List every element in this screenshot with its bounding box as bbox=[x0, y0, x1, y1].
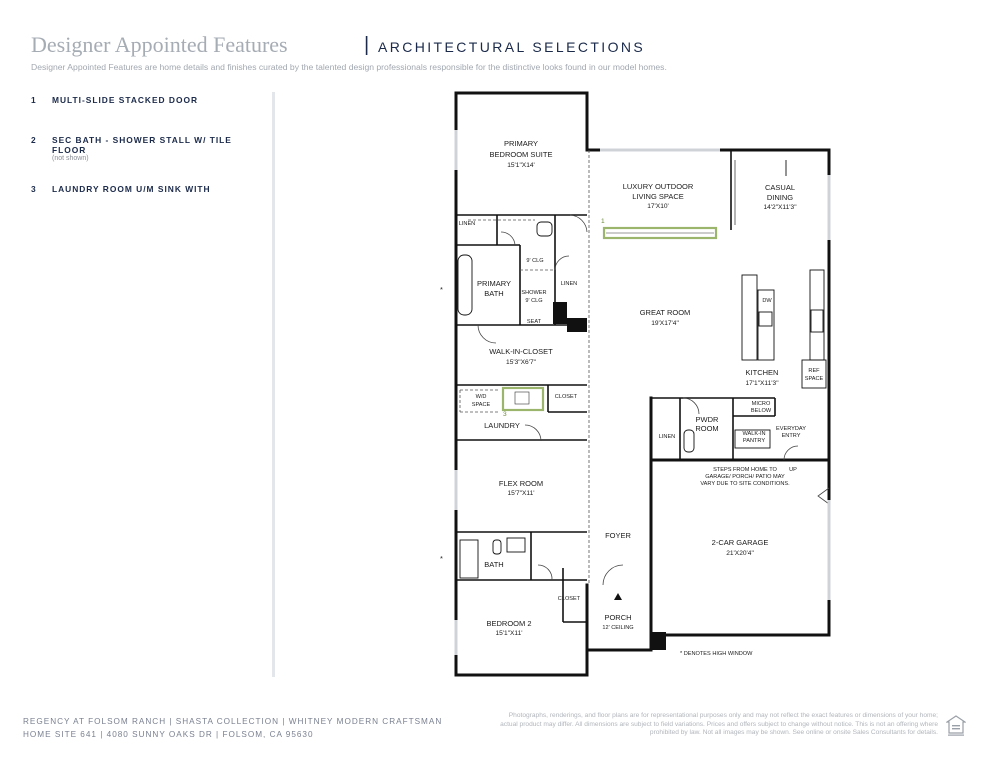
label-ref: REF bbox=[808, 368, 820, 374]
page-subtitle: ARCHITECTURAL SELECTIONS bbox=[378, 39, 646, 55]
label-ref-2: SPACE bbox=[804, 376, 824, 382]
label-pantry-2: PANTRY bbox=[742, 438, 766, 444]
room-dims-outdoor: 17'X10' bbox=[647, 203, 669, 210]
label-closet-2: CLOSET bbox=[557, 596, 581, 602]
label-up: UP bbox=[789, 467, 797, 473]
feature-item-1 bbox=[31, 95, 252, 105]
label-wd-2: SPACE bbox=[471, 402, 491, 408]
label-pantry: WALK-IN bbox=[742, 431, 766, 437]
divider bbox=[272, 92, 275, 677]
room-sub-porch: 12' CEILING bbox=[602, 625, 634, 631]
label-linen-2: LINEN bbox=[560, 281, 578, 287]
room-label-laundry: LAUNDRY bbox=[484, 421, 520, 430]
feature-number: 3 bbox=[31, 184, 37, 194]
room-label-primary-suite: PRIMARY bbox=[503, 139, 539, 148]
high-window-marker-2: * bbox=[440, 554, 443, 563]
label-9clg-2: 9' CLG bbox=[525, 298, 543, 304]
room-label-primary-bath-2: BATH bbox=[484, 289, 504, 298]
room-dims-garage: 21'X20'4" bbox=[726, 550, 754, 557]
steps-note-1: STEPS FROM HOME TO bbox=[713, 467, 777, 473]
label-micro-2: BELOW bbox=[750, 408, 772, 414]
label-linen-1: LINEN bbox=[458, 221, 476, 227]
label-wd: W/D bbox=[475, 394, 487, 400]
room-label-casual-dining: CASUAL bbox=[764, 183, 796, 192]
room-dims-great-room: 19'X17'4" bbox=[651, 320, 679, 327]
room-label-primary-suite-2: BEDROOM SUITE bbox=[489, 150, 553, 159]
label-micro: MICRO bbox=[751, 401, 771, 407]
room-label-garage: 2-CAR GARAGE bbox=[711, 538, 769, 547]
room-label-great-room: GREAT ROOM bbox=[639, 308, 691, 317]
entry-arrow-icon bbox=[614, 593, 622, 600]
feature-text: MULTI-SLIDE STACKED DOOR bbox=[52, 95, 199, 105]
footer-community: REGENCY AT FOLSOM RANCH | SHASTA COLLECTION | WHITNEY MODERN CRAFTSMAN bbox=[23, 717, 443, 726]
feature-item-3 bbox=[31, 184, 252, 194]
feature-number: 1 bbox=[31, 95, 37, 105]
room-dims-bedroom2: 15'1"X11' bbox=[495, 630, 523, 637]
room-label-pwdr-2: ROOM bbox=[695, 424, 719, 433]
floor-plan bbox=[440, 84, 840, 684]
label-entry: EVERYDAY bbox=[776, 426, 806, 432]
label-seat: SEAT bbox=[526, 319, 542, 325]
high-window-marker-1: * bbox=[440, 285, 443, 294]
room-dims-kitchen: 17'1"X11'3" bbox=[745, 380, 779, 387]
label-linen-3: LINEN bbox=[658, 434, 676, 440]
page-description: Designer Appointed Features are home details and finishes curated by the talented design professionals responsible for the distinctive looks found in our model homes. bbox=[31, 62, 667, 72]
feature-marker-1: 1 bbox=[601, 218, 605, 225]
feature-text: LAUNDRY ROOM U/M SINK WITH bbox=[52, 184, 211, 194]
room-label-pwdr: PWDR bbox=[695, 415, 719, 424]
room-dims-primary-suite: 15'1"X14' bbox=[507, 162, 535, 169]
room-label-porch: PORCH bbox=[604, 613, 632, 622]
room-dims-flex: 15'7"X11' bbox=[507, 490, 535, 497]
room-label-bath: BATH bbox=[484, 560, 504, 569]
room-label-flex: FLEX ROOM bbox=[498, 479, 544, 488]
label-entry-2: ENTRY bbox=[781, 433, 801, 439]
feature-marker-3: 3 bbox=[503, 411, 507, 418]
room-label-outdoor: LUXURY OUTDOOR bbox=[622, 182, 694, 191]
label-closet-1: CLOSET bbox=[554, 394, 578, 400]
feature-item-2 bbox=[31, 135, 252, 162]
equal-housing-icon bbox=[946, 715, 966, 737]
footer-legal: Photographs, renderings, and floor plans are for representational purposes only and may not reflect the exact features or dimensions of your home; actual product may differ. All dimensions are subject to field variations. Prices and offers subject to change without notice. This is not an offering where prohibited by law. Not all images may be shown. See online or onsite Sales Consultants for details. bbox=[500, 712, 938, 737]
room-label-casual-dining-2: DINING bbox=[766, 193, 794, 202]
room-dims-casual-dining: 14'2"X11'3" bbox=[763, 204, 797, 211]
feature-3-highlight bbox=[503, 388, 543, 410]
room-label-outdoor-2: LIVING SPACE bbox=[632, 192, 684, 201]
room-label-walk-in-closet: WALK-IN-CLOSET bbox=[489, 347, 553, 356]
label-shower: SHOWER bbox=[521, 290, 547, 296]
room-label-kitchen: KITCHEN bbox=[745, 368, 779, 377]
footer-address: HOME SITE 641 | 4080 SUNNY OAKS DR | FOLSOM, CA 95630 bbox=[23, 730, 314, 739]
room-label-foyer: FOYER bbox=[605, 531, 631, 540]
room-label-primary-bath: PRIMARY bbox=[476, 279, 512, 288]
label-9clg-1: 9' CLG bbox=[526, 258, 544, 264]
steps-note-2: GARAGE/ PORCH/ PATIO MAY bbox=[705, 474, 785, 480]
steps-note-3: VARY DUE TO SITE CONDITIONS. bbox=[700, 481, 790, 487]
label-dw: DW bbox=[762, 298, 772, 304]
room-dims-walk-in-closet: 15'3"X6'7" bbox=[506, 359, 536, 366]
page-title: Designer Appointed Features bbox=[31, 32, 288, 57]
feature-text: SEC BATH - SHOWER STALL W/ TILE FLOOR bbox=[52, 135, 232, 155]
room-label-bedroom2: BEDROOM 2 bbox=[486, 619, 532, 628]
high-window-note: * DENOTES HIGH WINDOW bbox=[680, 651, 753, 657]
title-separator: | bbox=[364, 34, 370, 56]
feature-number: 2 bbox=[31, 135, 37, 145]
feature-note: (not shown) bbox=[52, 155, 89, 162]
